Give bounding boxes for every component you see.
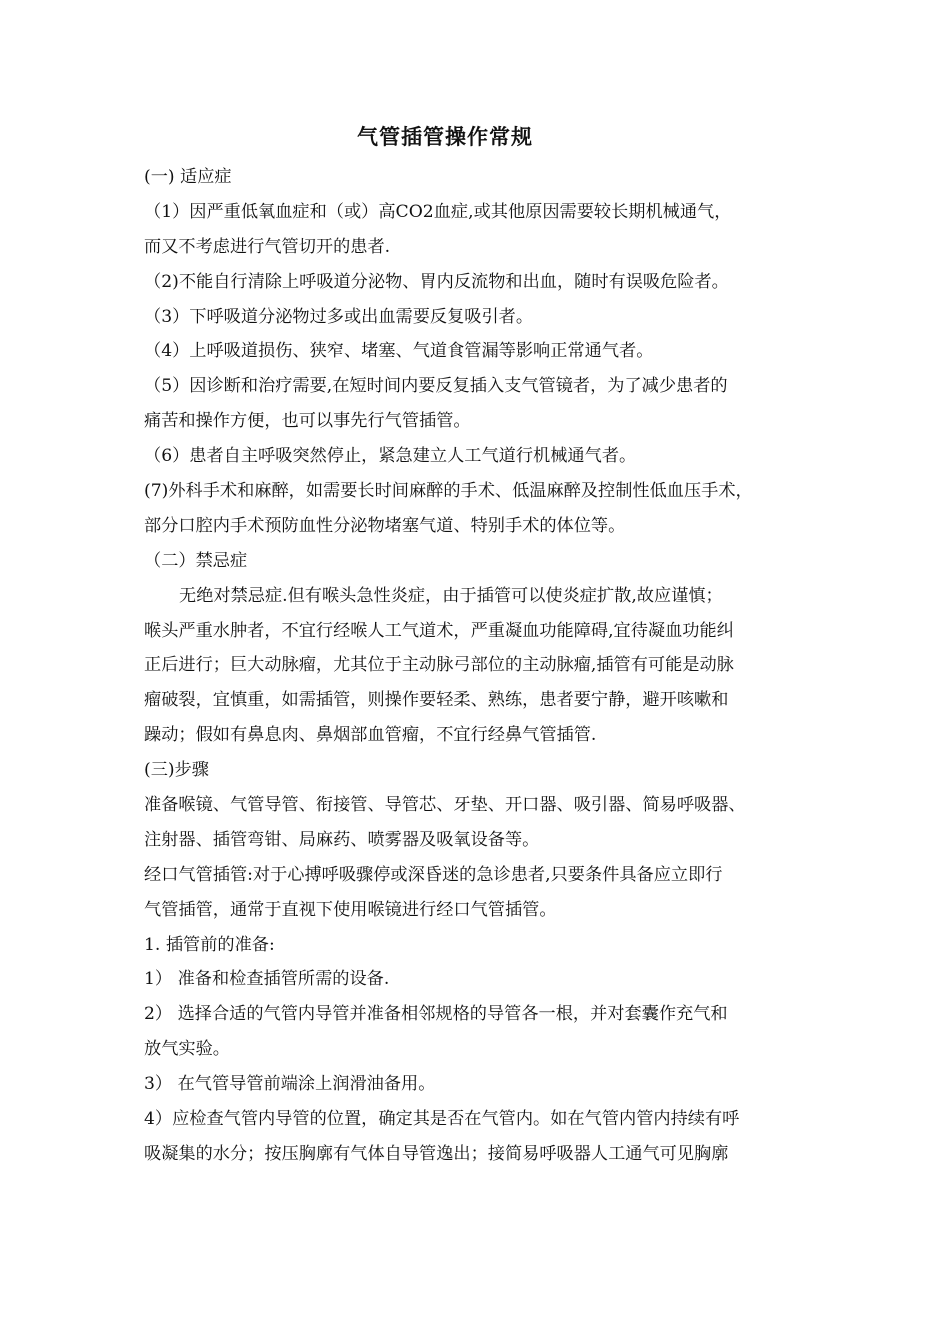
paragraph-line: 部分口腔内手术预防血性分泌物堵塞气道、特别手术的体位等。 [144, 515, 626, 536]
document-title: 气管插管操作常规 [357, 124, 533, 149]
paragraph-line: (7)外科手术和麻醉，如需要长时间麻醉的手术、低温麻醉及控制性低血压手术， [144, 481, 753, 502]
section-heading-steps: (三)步骤 [144, 760, 209, 781]
section-heading-contraindications: （二）禁忌症 [144, 550, 248, 571]
paragraph-line: 放气实验。 [144, 1039, 230, 1060]
paragraph-line: 经口气管插管:对于心搏呼吸骤停或深昏迷的急诊患者,只要条件具备应立即行 [144, 864, 723, 885]
list-item: 2） 选择合适的气管内导管并准备相邻规格的导管各一根，并对套囊作充气和 [144, 1004, 728, 1025]
paragraph-line: （2)不能自行清除上呼吸道分泌物、胃内反流物和出血，随时有误吸危险者。 [144, 271, 729, 292]
paragraph-line: 注射器、插管弯钳、局麻药、喷雾器及吸氧设备等。 [144, 829, 540, 850]
paragraph-line: 瘤破裂，宜慎重，如需插管，则操作要轻柔、熟练，患者要宁静，避开咳嗽和 [144, 690, 729, 711]
paragraph-line: （4）上呼吸道损伤、狭窄、堵塞、气道食管漏等影响正常通气者。 [144, 341, 654, 362]
list-item: 1. 插管前的准备: [144, 934, 275, 955]
paragraph-line: 痛苦和操作方便，也可以事先行气管插管。 [144, 411, 471, 432]
list-item: 3） 在气管导管前端涂上润滑油备用。 [144, 1074, 436, 1095]
paragraph-line: 气管插管，通常于直视下使用喉镜进行经口气管插管。 [144, 899, 557, 920]
paragraph-line: 而又不考虑进行气管切开的患者. [144, 236, 391, 257]
paragraph-line: 喉头严重水肿者，不宜行经喉人工气道术，严重凝血功能障碍,宜待凝血功能纠 [144, 620, 734, 641]
paragraph-line: 无绝对禁忌症.但有喉头急性炎症，由于插管可以使炎症扩散,故应谨慎； [179, 585, 723, 606]
list-item: 1） 准备和检查插管所需的设备. [144, 969, 390, 990]
paragraph-line: （3）下呼吸道分泌物过多或出血需要反复吸引者。 [144, 306, 534, 327]
paragraph-line: 躁动；假如有鼻息肉、鼻烟部血管瘤，不宜行经鼻气管插管. [144, 725, 597, 746]
paragraph-line: （1）因严重低氧血症和（或）高CO2血症,或其他原因需要较长期机械通气， [144, 201, 732, 222]
paragraph-line: 准备喉镜、气管导管、衔接管、导管芯、牙垫、开口器、吸引器、简易呼吸器、 [144, 795, 746, 816]
paragraph-line: 正后进行；巨大动脉瘤，尤其位于主动脉弓部位的主动脉瘤,插管有可能是动脉 [144, 655, 734, 676]
section-heading-indications: (一) 适应症 [144, 167, 232, 187]
document-body [144, 160, 824, 1172]
paragraph-line: 吸凝集的水分；按压胸廓有气体自导管逸出；接简易呼吸器人工通气可见胸廓 [144, 1143, 729, 1164]
list-item: 4）应检查气管内导管的位置，确定其是否在气管内。如在气管内管内持续有呼 [144, 1109, 740, 1130]
paragraph-line: （5）因诊断和治疗需要,在短时间内要反复插入支气管镜者，为了减少患者的 [144, 376, 728, 397]
paragraph-line: （6）患者自主呼吸突然停止，紧急建立人工气道行机械通气者。 [144, 446, 637, 467]
